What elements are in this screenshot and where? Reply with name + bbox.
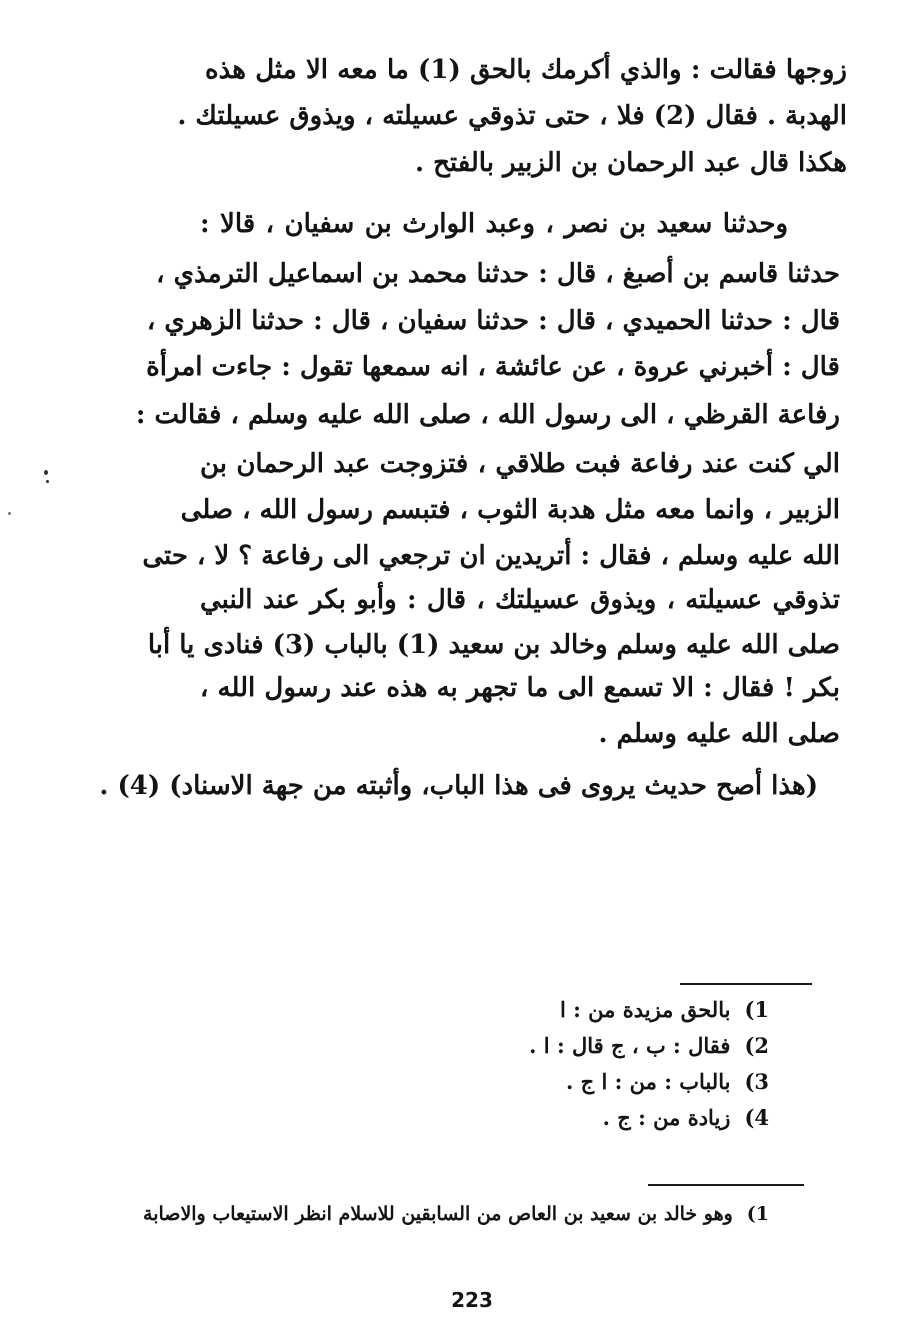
scan-speck (8, 512, 11, 515)
variant-footnote-4 (603, 1104, 769, 1132)
footnote-number: 1) (744, 997, 769, 1022)
body-line-12: تذوقي عسيلته ، ويذوق عسيلتك ، قال : وأبو بكر عند النبي (200, 585, 840, 615)
body-line-7: قال : أخبرني عروة ، عن عائشة ، انه سمعها تقول : جاءت امرأة (146, 352, 840, 382)
body-line-14: بكر ! فقال : الا تسمع الى ما تجهر به هذه عند رسول الله ، (200, 673, 840, 703)
footnote-text: زيادة من : ج . (602, 1105, 731, 1130)
footnote-number: 3) (744, 1069, 769, 1094)
closing-note: (هذا أصح حديث يروى فى هذا الباب، وأثبته من جهة الاسناد) (4) . (99, 771, 818, 801)
scan-speck (44, 470, 48, 475)
footnote-text: بالباب : من : ا ج . (565, 1069, 731, 1094)
body-line-11: الله عليه وسلم ، فقال : أتريدين ان ترجعي الى رفاعة ؟ لا ، حتى (142, 541, 840, 571)
footnote-text: بالحق مزيدة من : ا (559, 997, 731, 1022)
footnote-text: فقال : ب ، ج قال : ا . (529, 1033, 731, 1058)
body-line-6: قال : حدثنا الحميدي ، قال : حدثنا سفيان ، قال : حدثنا الزهري ، (146, 306, 840, 336)
footnote-number: 4) (744, 1105, 769, 1130)
body-line-8: رفاعة القرظي ، الى رسول الله ، صلى الله عليه وسلم ، فقالت : (135, 400, 840, 430)
body-line-10: الزبير ، وانما معه مثل هدبة الثوب ، فتبسم رسول الله ، صلى (180, 495, 840, 525)
body-line-3: هكذا قال عبد الرحمان بن الزبير بالفتح . (414, 148, 847, 178)
scan-speck (46, 480, 49, 483)
footnote-separator-1 (680, 983, 812, 985)
footnote-number: 2) (744, 1033, 769, 1058)
body-line-9: الي كنت عند رفاعة فبت طلاقي ، فتزوجت عبد الرحمان بن (200, 449, 840, 479)
variant-footnote-3 (566, 1068, 769, 1096)
body-line-13: صلى الله عليه وسلم وخالد بن سعيد (1) بالباب (3) فنادى يا أبا (147, 630, 840, 660)
footnote-number: 1) (746, 1203, 769, 1225)
body-line-2: الهدبة . فقال (2) فلا ، حتى تذوقي عسيلته ، ويذوق عسيلتك . (177, 101, 847, 131)
body-line-4: وحدثنا سعيد بن نصر ، وعبد الوارث بن سفيان ، قالا : (200, 209, 788, 239)
body-line-1: زوجها فقالت : والذي أكرمك بالحق (1) ما معه الا مثل هذه (205, 55, 847, 85)
body-line-15: صلى الله عليه وسلم . (598, 719, 840, 749)
variant-footnote-2 (529, 1032, 769, 1060)
variant-footnote-1 (560, 996, 769, 1024)
body-line-5: حدثنا قاسم بن أصبغ ، قال : حدثنا محمد بن اسماعيل الترمذي ، (156, 259, 840, 289)
footnote-separator-2 (648, 1184, 804, 1186)
footnote-text: وهو خالد بن سعيد بن العاص من السابقين للاسلام انظر الاستيعاب والاصابة (143, 1203, 733, 1225)
commentary-footnote-1 (143, 1200, 769, 1228)
page-number: 223 (451, 1288, 493, 1312)
